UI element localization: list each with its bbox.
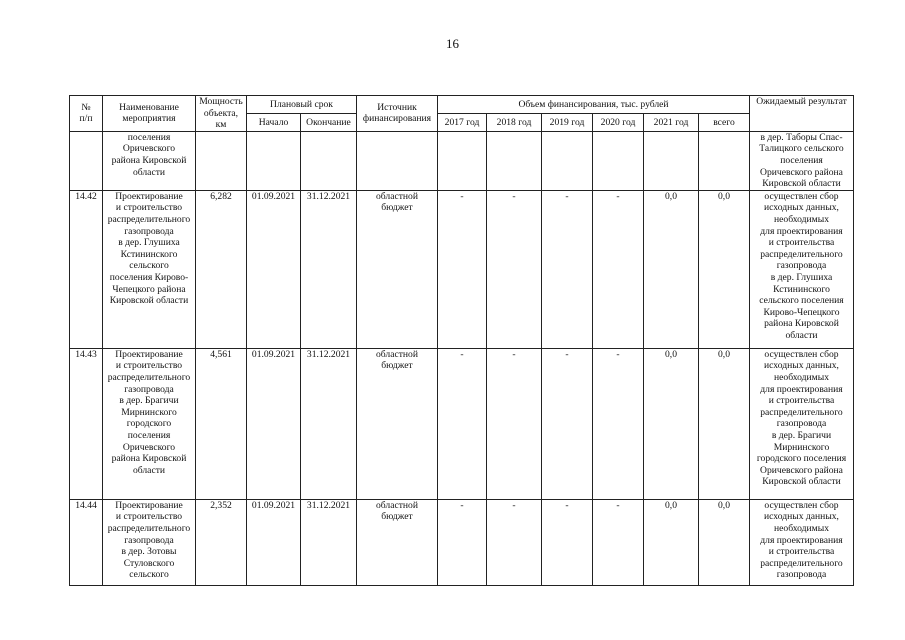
row-num: 14.44 [70,499,103,585]
header-source: Источник финансирования [357,96,438,132]
row-2020: - [593,190,644,348]
row-2018: - [487,190,542,348]
row-power: 2,352 [196,499,247,585]
header-year-2021: 2021 год [644,113,699,131]
header-total: всего [699,113,750,131]
row-end: 31.12.2021 [301,499,357,585]
row-2018: - [487,348,542,499]
row-2020: - [593,348,644,499]
row-2020: - [593,499,644,585]
row-2021: 0,0 [644,348,699,499]
header-year-2017: 2017 год [438,113,487,131]
header-name: Наименование мероприятия [103,96,196,132]
row-2021: 0,0 [644,499,699,585]
row-2018 [487,131,542,190]
row-start: 01.09.2021 [247,499,301,585]
page-number: 16 [446,36,459,51]
row-num [70,131,103,190]
header-end: Окончание [301,113,357,131]
table-row [70,348,854,499]
row-source: областной бюджет [357,499,438,585]
row-name: поселения Оричевского района Кировской области [103,131,196,190]
row-2019: - [542,190,593,348]
row-2017: - [438,348,487,499]
row-2019 [542,131,593,190]
row-result: осуществлен сбор исходных данных, необходимых для проектирования и строительства распределительного газопровода [750,499,854,585]
row-2019: - [542,348,593,499]
row-2018: - [487,499,542,585]
header-year-2019: 2019 год [542,113,593,131]
header-result: Ожидаемый результат [750,96,854,132]
row-result: осуществлен сбор исходных данных, необходимых для проектирования и строительства распределительного газопровода в дер. Глушиха Кстининского сельского поселения Кирово-Чепецкого района Кировской области [750,190,854,348]
row-source: областной бюджет [357,190,438,348]
row-result: в дер. Таборы Спас- Талицкого сельского поселения Оричевского района Кировской области [750,131,854,190]
row-2021 [644,131,699,190]
row-total: 0,0 [699,499,750,585]
header-start: Начало [247,113,301,131]
row-total [699,131,750,190]
header-year-2018: 2018 год [487,113,542,131]
row-start: 01.09.2021 [247,190,301,348]
row-result: осуществлен сбор исходных данных, необходимых для проектирования и строительства распределительного газопровода в дер. Брагичи Мирнинского городского поселения Оричевского района Кировской области [750,348,854,499]
row-source [357,131,438,190]
row-num: 14.43 [70,348,103,499]
row-2017 [438,131,487,190]
header-term: Плановый срок [247,96,357,114]
table-row [70,499,854,585]
table-row [70,131,854,190]
row-2020 [593,131,644,190]
row-end: 31.12.2021 [301,190,357,348]
header-funding: Объем финансирования, тыс. рублей [438,96,750,114]
table-row [70,190,854,348]
row-start: 01.09.2021 [247,348,301,499]
row-power [196,131,247,190]
row-total: 0,0 [699,190,750,348]
header-num: № п/п [70,96,103,132]
row-2021: 0,0 [644,190,699,348]
header-year-2020: 2020 год [593,113,644,131]
row-total: 0,0 [699,348,750,499]
row-2017: - [438,499,487,585]
row-source: областной бюджет [357,348,438,499]
row-2017: - [438,190,487,348]
row-start [247,131,301,190]
row-end: 31.12.2021 [301,348,357,499]
row-name: Проектирование и строительство распределительного газопровода в дер. Зотовы Стуловского сельского [103,499,196,585]
row-end [301,131,357,190]
funding-table [69,95,854,586]
table-header [70,96,854,132]
row-power: 4,561 [196,348,247,499]
row-name: Проектирование и строительство распределительного газопровода в дер. Глушиха Кстининского сельского поселения Кирово- Чепецкого района Кировской области [103,190,196,348]
header-power: Мощность объекта, км [196,96,247,132]
row-name: Проектирование и строительство распределительного газопровода в дер. Брагичи Мирнинского городского поселения Оричевского района Кировской области [103,348,196,499]
row-power: 6,282 [196,190,247,348]
row-2019: - [542,499,593,585]
row-num: 14.42 [70,190,103,348]
